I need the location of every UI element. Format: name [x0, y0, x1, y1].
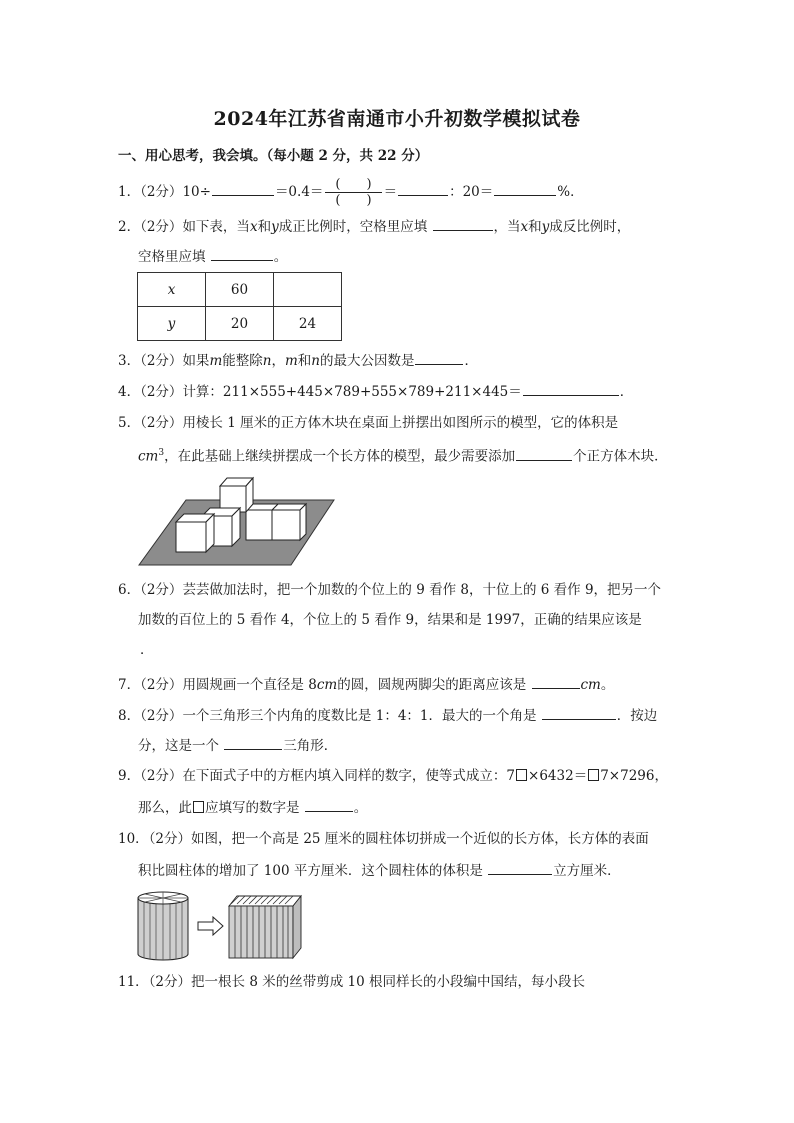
digit-box[interactable] — [588, 769, 599, 781]
question-9 — [118, 766, 668, 786]
var-m: m — [209, 353, 223, 369]
question-2 — [118, 216, 630, 237]
q-score: （2分） — [140, 184, 183, 200]
cuboid-icon — [229, 896, 301, 958]
q-text: ． — [619, 384, 634, 400]
answer-blank[interactable] — [532, 674, 580, 689]
table-cell-blank[interactable] — [274, 273, 342, 307]
fraction-denominator[interactable]: ( ) — [335, 193, 372, 208]
cylinder-icon — [138, 892, 188, 960]
q-score: （2分） — [140, 415, 183, 431]
q-number: 4． — [118, 384, 141, 400]
unit-exponent: 3 — [158, 448, 165, 458]
answer-blank[interactable] — [398, 181, 448, 196]
digit-box — [193, 801, 204, 813]
q-text: 如图，把一个高是 25 厘米的圆柱体切拼成一个近似的长方体，长方体的表面 — [191, 831, 649, 847]
q-number: 5． — [118, 415, 141, 431]
question-7 — [118, 674, 614, 695]
cube-model-figure — [136, 470, 336, 570]
q-score: （2分） — [140, 353, 183, 369]
unit-cm: cm — [316, 677, 338, 693]
q-score: （2分） — [148, 831, 192, 847]
q-text: ． — [464, 353, 478, 369]
q-text: 用棱长 1 厘米的正方体木块在桌面上拼摆出如图所示的模型，它的体积是 — [182, 415, 619, 431]
answer-blank[interactable] — [433, 216, 493, 231]
table-cell: y — [138, 307, 206, 341]
q-score: （2分） — [140, 384, 183, 400]
answer-blank[interactable] — [211, 246, 273, 261]
digit-box[interactable] — [516, 769, 527, 781]
q-text: 。 — [273, 249, 288, 265]
q-score: （2分） — [140, 677, 183, 693]
cylinder-to-cuboid-figure — [135, 888, 305, 962]
q-text: 的最大公因数是 — [319, 353, 415, 369]
var-y: y — [541, 219, 550, 235]
var-n: n — [311, 353, 320, 369]
table-row — [138, 307, 342, 341]
answer-blank[interactable] — [305, 797, 353, 812]
q-text: 芸芸做加法时，把一个加数的个位上的 9 看作 8，十位上的 6 看作 9，把另一个 — [182, 582, 662, 598]
table-cell: 60 — [206, 273, 274, 307]
q-number: 8． — [118, 708, 141, 724]
answer-blank[interactable] — [516, 446, 572, 461]
q-score: （2分） — [140, 768, 183, 784]
q-text: 把一根长 8 米的丝带剪成 10 根同样长的小段编中国结，每小段长 — [191, 974, 585, 990]
q-text: 个正方体木块． — [573, 448, 668, 465]
question-6-line3 — [138, 640, 154, 660]
q-number: 10． — [118, 831, 149, 847]
answer-blank[interactable] — [415, 350, 463, 365]
answer-blank[interactable] — [488, 860, 552, 875]
q-text: %． — [557, 184, 584, 200]
q-text: ＝ — [383, 184, 398, 200]
answer-blank[interactable] — [542, 705, 616, 720]
q-text: 和 — [297, 353, 312, 369]
answer-blank[interactable] — [523, 381, 619, 396]
q-score: （2分） — [148, 974, 192, 990]
q-text: 那么，此 — [138, 800, 192, 816]
q-number: 7． — [118, 677, 141, 693]
q-number: 3． — [118, 353, 141, 369]
q-number: 1． — [118, 184, 141, 200]
var-n: n — [262, 353, 272, 369]
q-text: 应填写的数字是 — [205, 800, 300, 816]
q-text: 用圆规画一个直径是 8 — [182, 677, 317, 693]
q-number: 6． — [118, 582, 141, 598]
q-text: 和 — [528, 219, 542, 235]
q-text: ×6432＝ — [528, 768, 588, 784]
question-4 — [118, 381, 633, 402]
question-1 — [118, 177, 584, 208]
q-text: 一个三角形三个内角的度数比是 1：4：1．最大的一个角是 — [182, 708, 537, 724]
question-5-line2 — [138, 443, 668, 467]
q-text: 。 — [600, 677, 615, 693]
q-number: 9． — [118, 768, 141, 784]
table-cell: 20 — [206, 307, 274, 341]
var-x: x — [249, 219, 258, 235]
q-text: 计算：211×555+445×789+555×789+211×445＝ — [182, 384, 522, 400]
q-text: 成正比例时，空格里应填 — [278, 219, 428, 235]
q-text: 在下面式子中的方框内填入同样的数字，使等式成立：7 — [182, 768, 516, 784]
q-text: 分，这是一个 — [138, 738, 219, 754]
q-text: 。 — [353, 800, 368, 816]
question-10-line2 — [138, 860, 621, 881]
fraction — [325, 177, 381, 208]
q-text: 立方厘米． — [553, 863, 621, 879]
question-6-line2: 加数的百位上的 5 看作 4，个位上的 5 看作 9，结果和是 1997，正确的结果应该是 — [138, 612, 642, 628]
question-10 — [118, 829, 649, 849]
question-2-line2 — [138, 246, 287, 267]
q-text: 和 — [257, 219, 272, 235]
answer-blank[interactable] — [212, 181, 274, 196]
q-number: 11． — [118, 974, 149, 990]
question-5 — [118, 413, 618, 433]
q-text: 如下表，当 — [182, 219, 250, 235]
q-text: 积比圆柱体的增加了 100 平方厘米．这个圆柱体的体积是 — [138, 863, 483, 879]
q-text: 7×7296， — [600, 768, 668, 784]
page-title: 2024年江苏省南通市小升初数学模拟试卷 — [213, 108, 581, 130]
q-score: （2分） — [140, 708, 183, 724]
section-heading: 一、用心思考，我会填。（每小题 2 分，共 22 分） — [118, 148, 429, 164]
var-m: m — [284, 353, 298, 369]
unit-cm: cm — [580, 677, 601, 693]
table-cell: x — [138, 273, 206, 307]
cube-front — [246, 510, 272, 540]
question-3 — [118, 350, 478, 371]
question-8-line2 — [138, 735, 337, 756]
q-text: ，当 — [493, 219, 521, 235]
var-x: x — [520, 219, 529, 235]
q-score: （2分） — [140, 219, 183, 235]
q-text: 成反比例时， — [549, 219, 631, 235]
q-text: 10÷ — [182, 184, 211, 200]
question-6 — [118, 580, 661, 600]
q-text: 空格里应填 — [138, 249, 206, 265]
var-y: y — [271, 219, 279, 235]
table-cell: 24 — [274, 307, 342, 341]
q-text: ， — [271, 353, 285, 369]
q-text: ：20＝ — [449, 184, 494, 200]
cube-front — [176, 522, 206, 552]
q-text: 的圆，圆规两脚尖的距离应该是 — [337, 677, 527, 693]
q-number: 2． — [118, 219, 141, 235]
q-text: 能整除 — [222, 353, 263, 369]
q-text: 如果 — [182, 353, 210, 369]
xy-table — [137, 272, 342, 341]
q-text: ＝0.4＝ — [274, 184, 324, 200]
answer-blank[interactable] — [494, 181, 556, 196]
question-11 — [118, 972, 585, 992]
arrow-right-icon — [198, 917, 223, 935]
q-text: ． — [140, 642, 154, 658]
question-8 — [118, 705, 657, 726]
answer-blank[interactable] — [224, 735, 282, 750]
table-row — [138, 273, 342, 307]
fraction-numerator[interactable]: ( ) — [325, 177, 381, 193]
q-text: ，在此基础上继续拼摆成一个长方体的模型，最少需要添加 — [164, 448, 516, 465]
q-text: ．按边 — [616, 708, 658, 724]
q-text: 三角形． — [283, 738, 338, 754]
cube-side — [300, 504, 306, 540]
q-score: （2分） — [140, 582, 183, 598]
question-9-line2 — [138, 797, 367, 818]
unit-cm: cm — [138, 448, 159, 465]
cube-front — [272, 510, 300, 540]
